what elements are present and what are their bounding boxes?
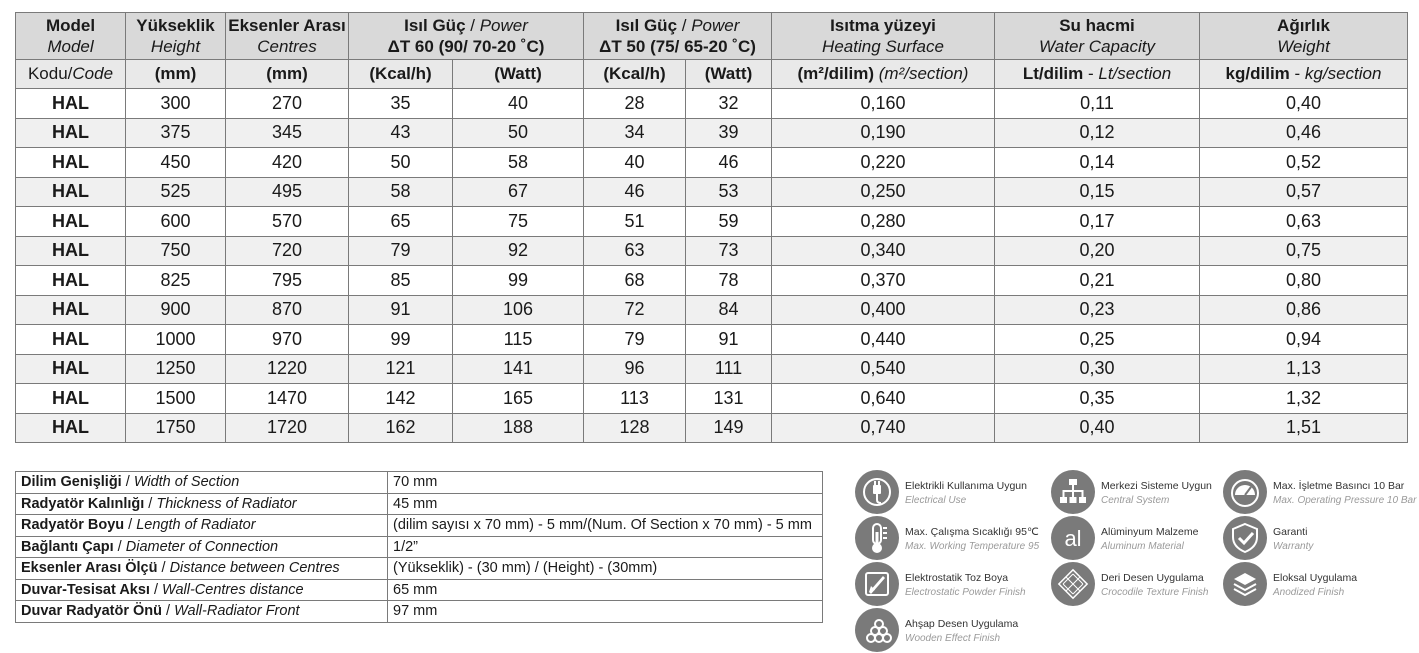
cell-surface: 0,540 bbox=[772, 354, 995, 384]
cell-watt-60: 115 bbox=[453, 325, 584, 355]
col-water-capacity: Su hacmi Water Capacity bbox=[995, 13, 1200, 60]
property-label-tr: Radyatör Boyu bbox=[21, 517, 125, 534]
table-row bbox=[16, 148, 1408, 178]
cell-surface: 0,250 bbox=[772, 177, 995, 207]
aluminum-icon-text: al bbox=[1064, 526, 1082, 551]
cell-weight: 0,94 bbox=[1200, 325, 1408, 355]
cell-centres: 270 bbox=[226, 89, 349, 119]
cell-height: 750 bbox=[126, 236, 226, 266]
cell-kcal-50: 46 bbox=[584, 177, 686, 207]
cell-code: HAL bbox=[16, 177, 126, 207]
property-label bbox=[16, 493, 388, 515]
cell-watt-60: 75 bbox=[453, 207, 584, 237]
cell-code: HAL bbox=[16, 148, 126, 178]
cell-kcal-60: 162 bbox=[349, 413, 453, 443]
feature-subtitle: Wooden Effect Finish bbox=[905, 633, 1001, 644]
cell-code: HAL bbox=[16, 89, 126, 119]
table-row bbox=[16, 325, 1408, 355]
cell-kcal-50: 40 bbox=[584, 148, 686, 178]
feature-subtitle: Aluminum Material bbox=[1101, 541, 1184, 552]
cell-height: 450 bbox=[126, 148, 226, 178]
property-row bbox=[16, 493, 823, 515]
unit-watt-50: (Watt) bbox=[686, 60, 772, 89]
property-label-sep: / bbox=[149, 581, 163, 598]
cell-water: 0,21 bbox=[995, 266, 1200, 296]
aluminum-icon bbox=[1051, 516, 1095, 560]
cell-watt-60: 165 bbox=[453, 384, 584, 414]
cell-kcal-60: 79 bbox=[349, 236, 453, 266]
cell-weight: 0,40 bbox=[1200, 89, 1408, 119]
feature-title: Elektrikli Kullanıma Uygun bbox=[905, 480, 1027, 492]
cell-kcal-60: 85 bbox=[349, 266, 453, 296]
gauge-icon bbox=[1223, 470, 1267, 514]
cell-height: 1000 bbox=[126, 325, 226, 355]
table-row bbox=[16, 413, 1408, 443]
cell-water: 0,11 bbox=[995, 89, 1200, 119]
cell-height: 1500 bbox=[126, 384, 226, 414]
radiator-properties-table bbox=[15, 471, 823, 623]
unit-weight: kg/dilim - kg/section bbox=[1200, 60, 1408, 89]
cell-centres: 970 bbox=[226, 325, 349, 355]
table-row bbox=[16, 266, 1408, 296]
cell-kcal-60: 99 bbox=[349, 325, 453, 355]
property-label bbox=[16, 579, 388, 601]
cell-centres: 495 bbox=[226, 177, 349, 207]
property-label-en: Wall-Centres distance bbox=[162, 581, 304, 598]
table-row bbox=[16, 207, 1408, 237]
feature-title: Max. İşletme Basıncı 10 Bar bbox=[1273, 480, 1405, 492]
units-row bbox=[16, 60, 1408, 89]
cell-height: 300 bbox=[126, 89, 226, 119]
feature-subtitle: Central System bbox=[1101, 495, 1170, 506]
cell-height: 525 bbox=[126, 177, 226, 207]
cell-centres: 570 bbox=[226, 207, 349, 237]
cell-code: HAL bbox=[16, 384, 126, 414]
cell-height: 600 bbox=[126, 207, 226, 237]
cell-kcal-50: 96 bbox=[584, 354, 686, 384]
property-label-en: Length of Radiator bbox=[136, 517, 256, 534]
cell-water: 0,15 bbox=[995, 177, 1200, 207]
property-label-tr: Duvar Radyatör Önü bbox=[21, 603, 162, 620]
cell-surface: 0,160 bbox=[772, 89, 995, 119]
cell-weight: 0,75 bbox=[1200, 236, 1408, 266]
property-label bbox=[16, 536, 388, 558]
cell-kcal-60: 91 bbox=[349, 295, 453, 325]
col-model: Model Model bbox=[16, 13, 126, 60]
cell-watt-50: 91 bbox=[686, 325, 772, 355]
col-power-dt60: Isıl Güç / Power ΔT 60 (90/ 70-20 ˚C) bbox=[349, 13, 584, 60]
crocodile-texture-icon bbox=[1051, 562, 1095, 606]
feature-subtitle: Anodized Finish bbox=[1273, 587, 1345, 598]
table-row bbox=[16, 384, 1408, 414]
table-row bbox=[16, 295, 1408, 325]
cell-centres: 420 bbox=[226, 148, 349, 178]
property-label-en: Diameter of Connection bbox=[125, 538, 279, 555]
cell-height: 1750 bbox=[126, 413, 226, 443]
cell-code: HAL bbox=[16, 118, 126, 148]
cell-surface: 0,400 bbox=[772, 295, 995, 325]
property-row bbox=[16, 472, 823, 494]
cell-code: HAL bbox=[16, 325, 126, 355]
cell-watt-50: 73 bbox=[686, 236, 772, 266]
table-body bbox=[16, 89, 1408, 443]
cell-kcal-50: 34 bbox=[584, 118, 686, 148]
cell-water: 0,12 bbox=[995, 118, 1200, 148]
feature-subtitle: Max. Operating Pressure 10 Bar bbox=[1273, 495, 1417, 506]
table-row bbox=[16, 177, 1408, 207]
cell-height: 825 bbox=[126, 266, 226, 296]
property-value: 1/2” bbox=[388, 536, 823, 558]
cell-kcal-50: 68 bbox=[584, 266, 686, 296]
cell-water: 0,30 bbox=[995, 354, 1200, 384]
cell-water: 0,23 bbox=[995, 295, 1200, 325]
cell-kcal-60: 35 bbox=[349, 89, 453, 119]
cell-kcal-60: 50 bbox=[349, 148, 453, 178]
cell-watt-60: 92 bbox=[453, 236, 584, 266]
cell-weight: 1,51 bbox=[1200, 413, 1408, 443]
property-label bbox=[16, 601, 388, 623]
cell-weight: 1,32 bbox=[1200, 384, 1408, 414]
cell-watt-50: 53 bbox=[686, 177, 772, 207]
unit-water: Lt/dilim - Lt/section bbox=[995, 60, 1200, 89]
thermometer-icon bbox=[855, 516, 899, 560]
cell-weight: 0,80 bbox=[1200, 266, 1408, 296]
cell-height: 1250 bbox=[126, 354, 226, 384]
property-label-tr: Radyatör Kalınlığı bbox=[21, 495, 145, 512]
cell-surface: 0,370 bbox=[772, 266, 995, 296]
property-label-en: Width of Section bbox=[133, 474, 240, 491]
property-row bbox=[16, 558, 823, 580]
cell-kcal-60: 58 bbox=[349, 177, 453, 207]
property-label-en: Wall-Radiator Front bbox=[174, 603, 300, 620]
radiator-spec-table bbox=[15, 12, 1408, 443]
cell-water: 0,25 bbox=[995, 325, 1200, 355]
cell-watt-60: 106 bbox=[453, 295, 584, 325]
cell-watt-50: 46 bbox=[686, 148, 772, 178]
cell-watt-60: 67 bbox=[453, 177, 584, 207]
cell-kcal-60: 65 bbox=[349, 207, 453, 237]
cell-weight: 0,52 bbox=[1200, 148, 1408, 178]
table-row bbox=[16, 89, 1408, 119]
cell-watt-50: 84 bbox=[686, 295, 772, 325]
unit-surface: (m²/dilim) (m²/section) bbox=[772, 60, 995, 89]
cell-centres: 720 bbox=[226, 236, 349, 266]
property-value: 70 mm bbox=[388, 472, 823, 494]
cell-surface: 0,190 bbox=[772, 118, 995, 148]
unit-watt-60: (Watt) bbox=[453, 60, 584, 89]
property-label-sep: / bbox=[124, 517, 137, 534]
cell-surface: 0,440 bbox=[772, 325, 995, 355]
cell-watt-60: 50 bbox=[453, 118, 584, 148]
cell-surface: 0,220 bbox=[772, 148, 995, 178]
property-row bbox=[16, 579, 823, 601]
cell-centres: 1220 bbox=[226, 354, 349, 384]
cell-kcal-60: 142 bbox=[349, 384, 453, 414]
cell-weight: 1,13 bbox=[1200, 354, 1408, 384]
cell-surface: 0,280 bbox=[772, 207, 995, 237]
cell-surface: 0,740 bbox=[772, 413, 995, 443]
cell-watt-50: 78 bbox=[686, 266, 772, 296]
feature-title: Max. Çalışma Sıcaklığı 95℃ bbox=[905, 526, 1039, 538]
table-row bbox=[16, 236, 1408, 266]
col-heating-surface: Isıtma yüzeyi Heating Surface bbox=[772, 13, 995, 60]
property-value: (dilim sayısı x 70 mm) - 5 mm/(Num. Of Section x 70 mm) - 5 mm bbox=[388, 515, 823, 537]
col-centres: Eksenler Arası Centres bbox=[226, 13, 349, 60]
unit-height: (mm) bbox=[126, 60, 226, 89]
property-label-sep: / bbox=[157, 560, 170, 577]
unit-kcal-50: (Kcal/h) bbox=[584, 60, 686, 89]
cell-watt-50: 59 bbox=[686, 207, 772, 237]
cell-height: 375 bbox=[126, 118, 226, 148]
feature-subtitle: Electrostatic Powder Finish bbox=[905, 587, 1026, 598]
table-row bbox=[16, 118, 1408, 148]
cell-kcal-50: 79 bbox=[584, 325, 686, 355]
cell-code: HAL bbox=[16, 207, 126, 237]
col-weight: Ağırlık Weight bbox=[1200, 13, 1408, 60]
property-value: 97 mm bbox=[388, 601, 823, 623]
property-label-sep: / bbox=[144, 495, 157, 512]
cell-watt-60: 58 bbox=[453, 148, 584, 178]
cell-water: 0,20 bbox=[995, 236, 1200, 266]
cell-watt-50: 149 bbox=[686, 413, 772, 443]
col-power-dt50: Isıl Güç / Power ΔT 50 (75/ 65-20 ˚C) bbox=[584, 13, 772, 60]
properties-body bbox=[16, 472, 823, 623]
property-label-en: Distance between Centres bbox=[169, 560, 340, 577]
feature-title: Merkezi Sisteme Uygun bbox=[1101, 480, 1212, 492]
cell-watt-60: 188 bbox=[453, 413, 584, 443]
cell-water: 0,14 bbox=[995, 148, 1200, 178]
cell-kcal-50: 113 bbox=[584, 384, 686, 414]
property-row bbox=[16, 515, 823, 537]
cell-watt-60: 40 bbox=[453, 89, 584, 119]
cell-watt-50: 131 bbox=[686, 384, 772, 414]
feature-subtitle: Warranty bbox=[1273, 541, 1314, 552]
cell-kcal-50: 72 bbox=[584, 295, 686, 325]
property-label-sep: / bbox=[162, 603, 175, 620]
feature-title: Elektrostatik Toz Boya bbox=[905, 572, 1009, 584]
property-row bbox=[16, 601, 823, 623]
cell-watt-60: 141 bbox=[453, 354, 584, 384]
cell-weight: 0,46 bbox=[1200, 118, 1408, 148]
cell-surface: 0,340 bbox=[772, 236, 995, 266]
cell-kcal-50: 63 bbox=[584, 236, 686, 266]
feature-title: Deri Desen Uygulama bbox=[1101, 572, 1204, 584]
property-value: 45 mm bbox=[388, 493, 823, 515]
property-label bbox=[16, 472, 388, 494]
layers-icon bbox=[1223, 562, 1267, 606]
property-value: 65 mm bbox=[388, 579, 823, 601]
cell-code: HAL bbox=[16, 295, 126, 325]
property-label-tr: Duvar-Tesisat Aksı bbox=[21, 581, 150, 598]
feature-subtitle: Crocodile Texture Finish bbox=[1101, 587, 1209, 598]
property-label bbox=[16, 515, 388, 537]
cell-water: 0,35 bbox=[995, 384, 1200, 414]
cell-kcal-50: 51 bbox=[584, 207, 686, 237]
table-row bbox=[16, 354, 1408, 384]
cell-centres: 345 bbox=[226, 118, 349, 148]
cell-kcal-60: 121 bbox=[349, 354, 453, 384]
unit-centres: (mm) bbox=[226, 60, 349, 89]
wood-logs-icon bbox=[855, 608, 899, 652]
plug-icon bbox=[855, 470, 899, 514]
property-label bbox=[16, 558, 388, 580]
cell-watt-50: 32 bbox=[686, 89, 772, 119]
cell-weight: 0,63 bbox=[1200, 207, 1408, 237]
cell-watt-50: 39 bbox=[686, 118, 772, 148]
cell-centres: 795 bbox=[226, 266, 349, 296]
cell-kcal-50: 28 bbox=[584, 89, 686, 119]
feature-title: Eloksal Uygulama bbox=[1273, 572, 1358, 584]
unit-code: Kodu/Code bbox=[16, 60, 126, 89]
property-label-sep: / bbox=[113, 538, 126, 555]
feature-title: Ahşap Desen Uygulama bbox=[905, 618, 1019, 630]
cell-centres: 1720 bbox=[226, 413, 349, 443]
cell-code: HAL bbox=[16, 266, 126, 296]
shield-check-icon bbox=[1223, 516, 1267, 560]
cell-water: 0,17 bbox=[995, 207, 1200, 237]
cell-water: 0,40 bbox=[995, 413, 1200, 443]
cell-watt-50: 111 bbox=[686, 354, 772, 384]
feature-title: Garanti bbox=[1273, 526, 1308, 538]
cell-height: 900 bbox=[126, 295, 226, 325]
powder-paint-icon bbox=[855, 562, 899, 606]
cell-weight: 0,86 bbox=[1200, 295, 1408, 325]
unit-kcal-60: (Kcal/h) bbox=[349, 60, 453, 89]
cell-code: HAL bbox=[16, 413, 126, 443]
property-label-sep: / bbox=[121, 474, 134, 491]
cell-centres: 870 bbox=[226, 295, 349, 325]
feature-subtitle: Electrical Use bbox=[905, 495, 967, 506]
property-label-tr: Eksenler Arası Ölçü bbox=[21, 560, 158, 577]
property-label-tr: Bağlantı Çapı bbox=[21, 538, 114, 555]
cell-code: HAL bbox=[16, 236, 126, 266]
cell-code: HAL bbox=[16, 354, 126, 384]
cell-surface: 0,640 bbox=[772, 384, 995, 414]
cell-kcal-60: 43 bbox=[349, 118, 453, 148]
property-row bbox=[16, 536, 823, 558]
cell-watt-60: 99 bbox=[453, 266, 584, 296]
property-label-tr: Dilim Genişliği bbox=[21, 474, 122, 491]
property-value: (Yükseklik) - (30 mm) / (Height) - (30mm) bbox=[388, 558, 823, 580]
col-height: Yükseklik Height bbox=[126, 13, 226, 60]
cell-centres: 1470 bbox=[226, 384, 349, 414]
property-label-en: Thickness of Radiator bbox=[156, 495, 297, 512]
feature-title: Alüminyum Malzeme bbox=[1101, 526, 1199, 538]
feature-subtitle: Max. Working Temperature 95 bbox=[905, 541, 1040, 552]
header-row bbox=[16, 13, 1408, 60]
cell-kcal-50: 128 bbox=[584, 413, 686, 443]
network-icon bbox=[1051, 470, 1095, 514]
cell-weight: 0,57 bbox=[1200, 177, 1408, 207]
